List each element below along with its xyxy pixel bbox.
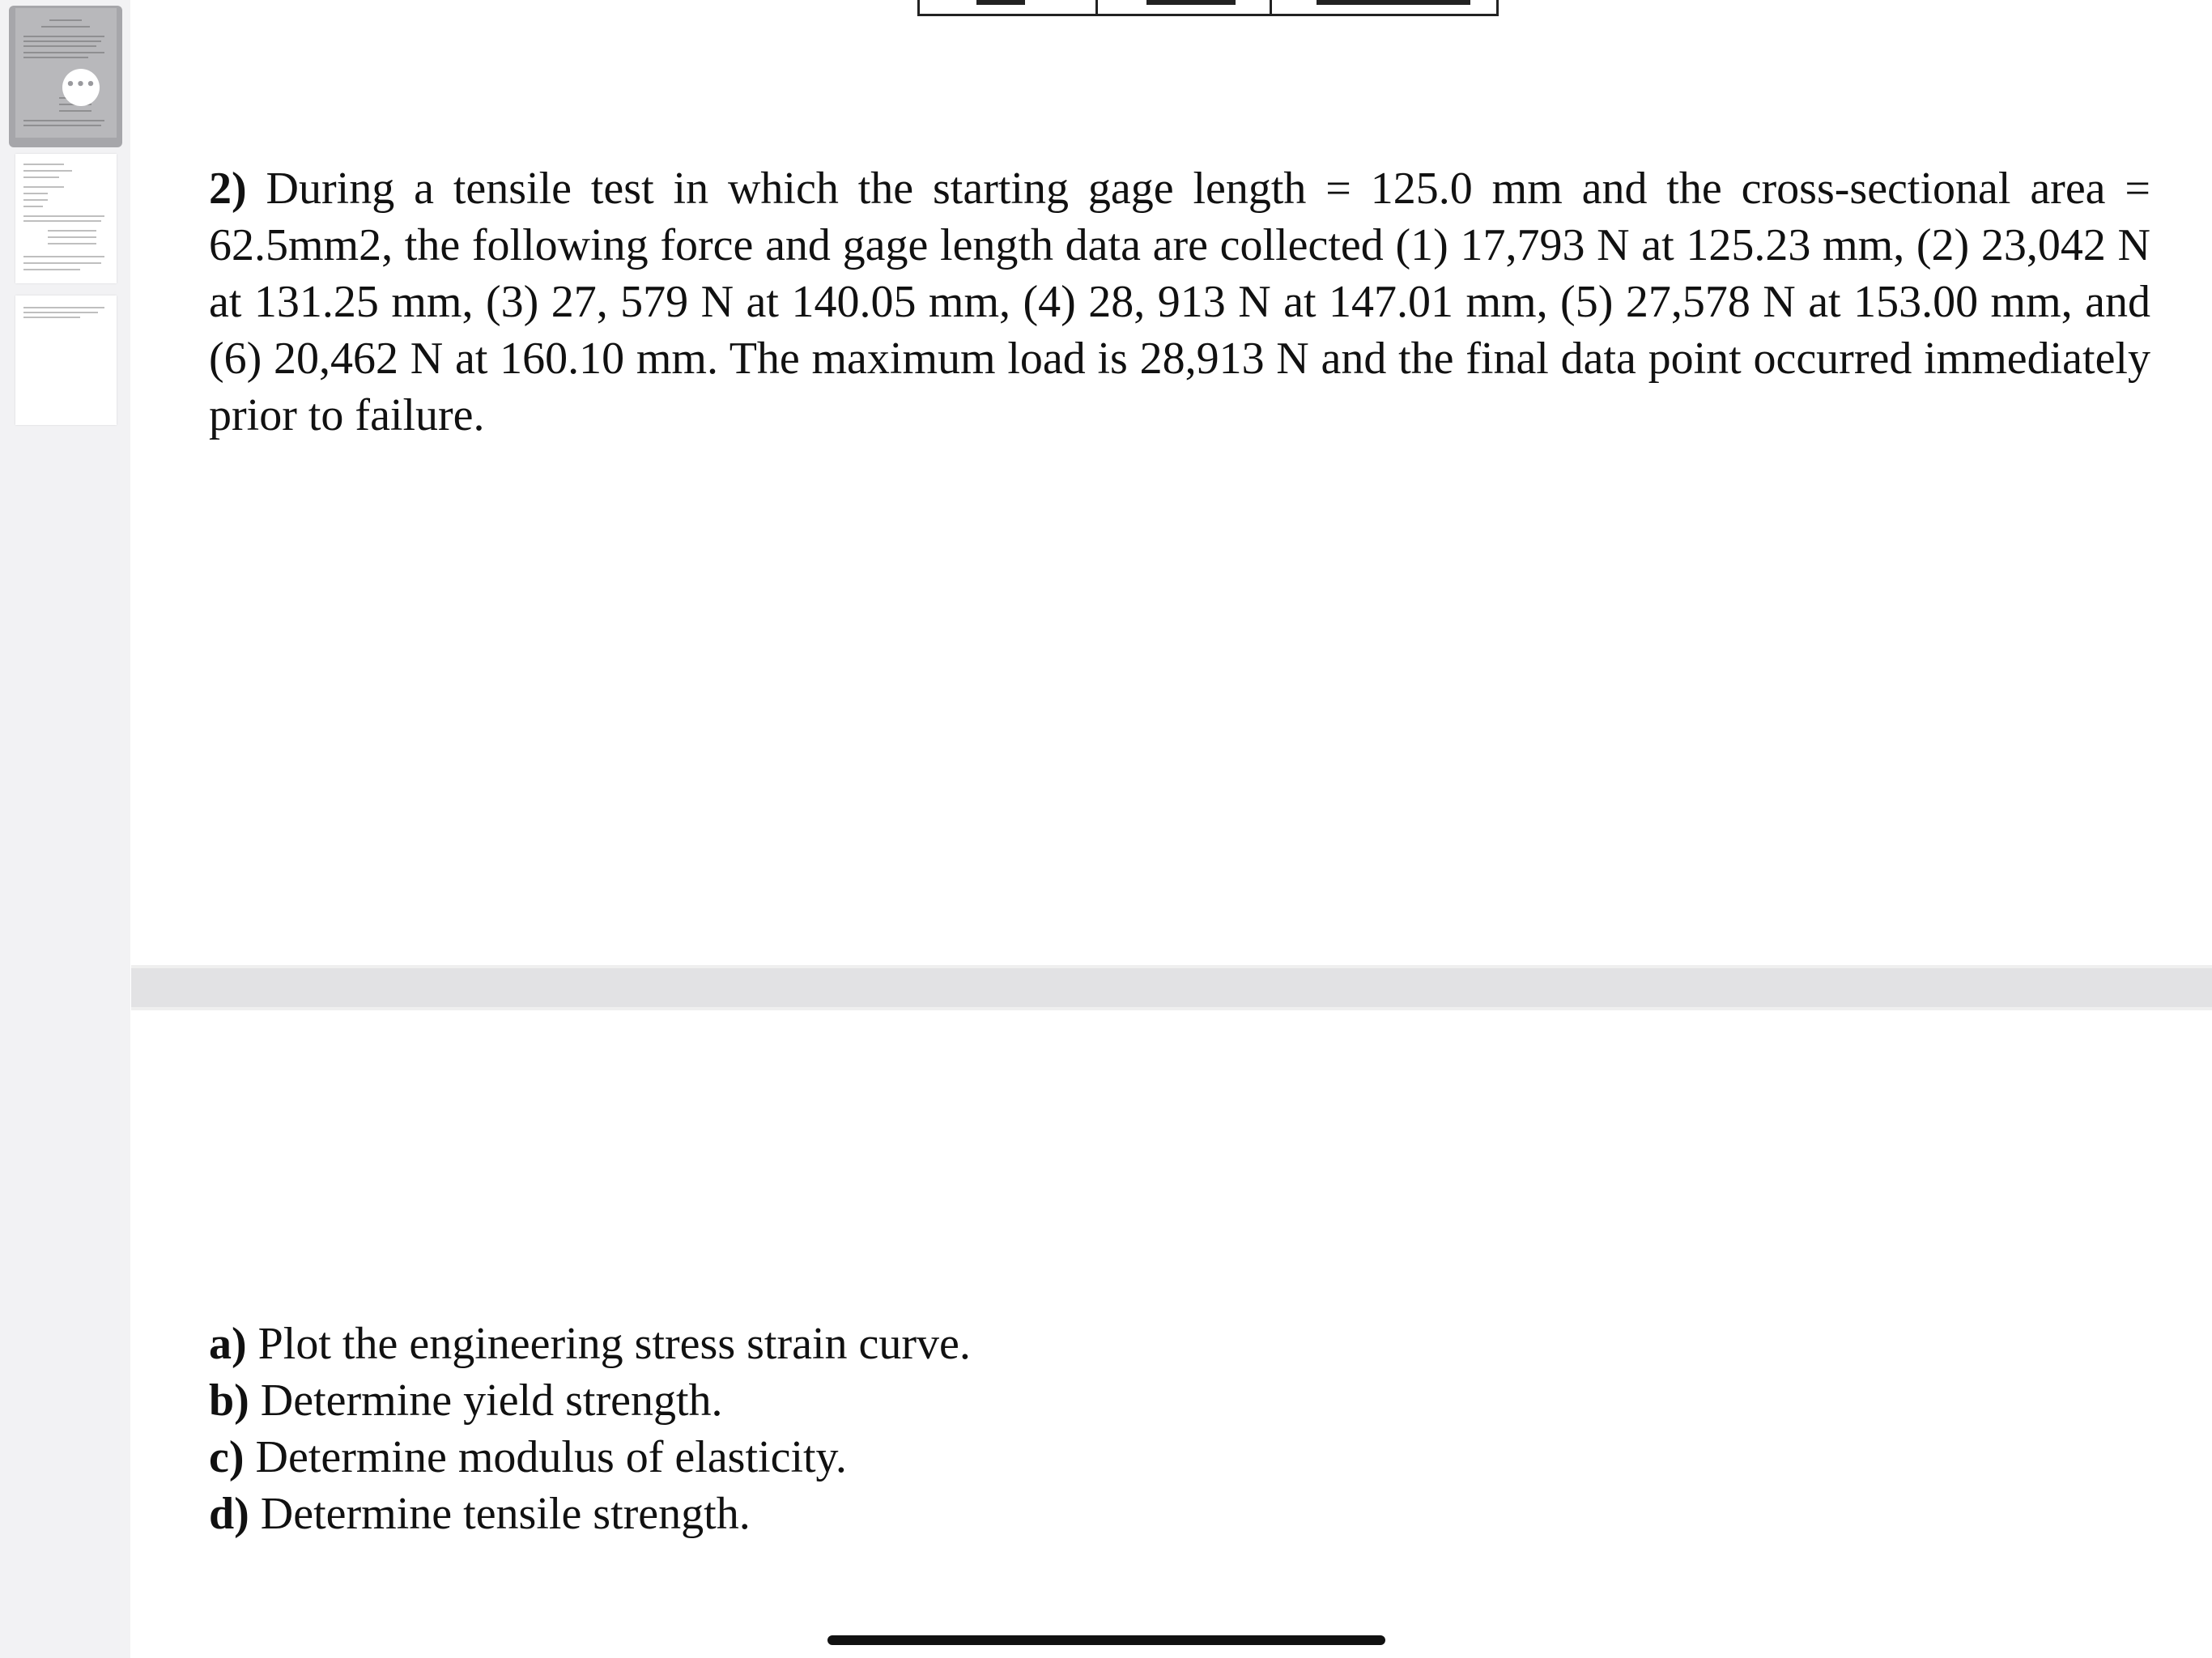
problem-statement xyxy=(209,160,2150,444)
question-parts-list xyxy=(209,1316,1504,1542)
problem-number: 2) xyxy=(209,164,247,214)
page-thumbnail-3[interactable] xyxy=(15,295,117,425)
document-page xyxy=(131,0,2212,965)
question-part-a: a) Plot the engineering stress strain curve. xyxy=(209,1319,971,1369)
question-part-d: d) Determine tensile strength. xyxy=(209,1489,751,1539)
question-part-b: b) Determine yield strength. xyxy=(209,1375,723,1426)
page-thumbnail-sidebar xyxy=(0,0,130,1658)
question-part-c: c) Determine modulus of elasticity. xyxy=(209,1432,847,1482)
page-separator xyxy=(131,965,2212,1010)
page-thumbnail-1[interactable] xyxy=(15,8,117,138)
home-indicator-bar[interactable] xyxy=(827,1635,1385,1645)
more-options-icon[interactable]: ••• xyxy=(62,69,100,106)
problem-text: During a tensile test in which the starting gage length = 125.0 mm and the cross-sectional area = 62.5mm2, the following force and gage length data are collected (1) 17,793 N at 125.23 mm, (2) 23,042 N at 131.25 mm, (3) 27, 579 N at 140.05 mm, (4) 28, 913 N at 147.01 mm, (5) 27,578 N at 153.00 mm, and (6) 20,462 N at 160.10 mm. The maximum load is 28,913 N and the final data point occurred immediately prior to failure. xyxy=(209,164,2150,440)
page-thumbnail-2[interactable] xyxy=(15,154,117,283)
table-fragment xyxy=(917,0,1499,16)
